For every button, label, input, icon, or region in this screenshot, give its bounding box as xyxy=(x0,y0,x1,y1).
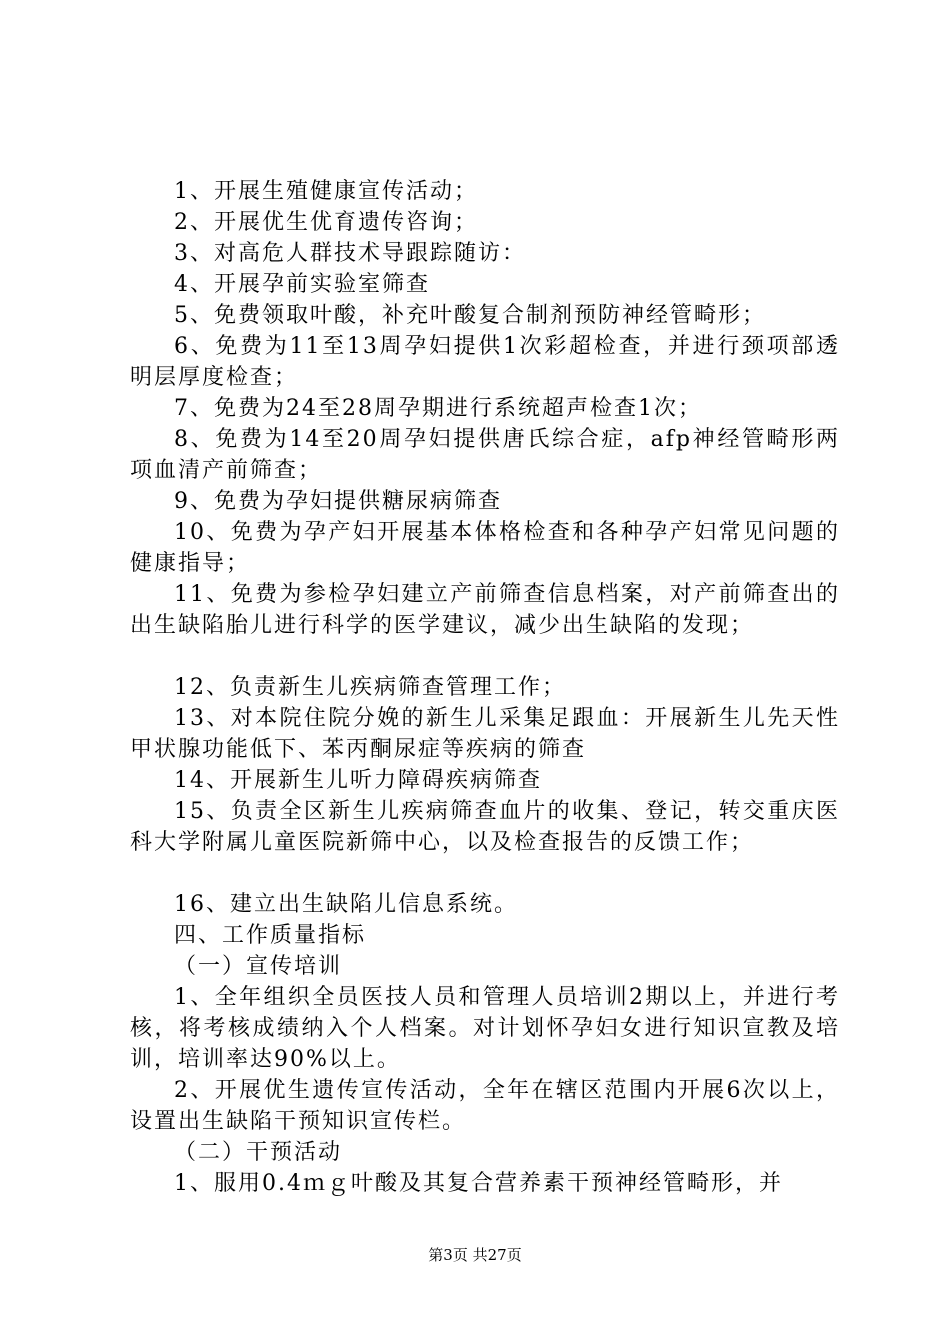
paragraph-1: 1、开展生殖健康宣传活动； xyxy=(174,179,478,204)
paragraph-16: 16、建立出生缺陷儿信息系统。 xyxy=(174,892,518,917)
training-item-2: 2、开展优生遗传宣传活动，全年在辖区范围内开展6次以上，设置出生缺陷干预知识宣传栏。 xyxy=(130,1078,840,1134)
paragraph-8: 8、免费为14至20周孕妇提供唐氏综合症，afp神经管畸形两项血清产前筛查； xyxy=(130,427,840,483)
paragraph-9: 9、免费为孕妇提供糖尿病筛查 xyxy=(174,489,502,514)
paragraph-2: 2、开展优生优育遗传咨询； xyxy=(174,210,478,235)
paragraph-5: 5、免费领取叶酸，补充叶酸复合制剂预防神经管畸形； xyxy=(174,303,766,328)
page-footer: 第3页 共27页 xyxy=(428,1246,522,1264)
subheading-training: （一）宣传培训 xyxy=(174,954,343,979)
training-item-1: 1、全年组织全员医技人员和管理人员培训2期以上，并进行考核，将考核成绩纳入个人档案。对计划怀孕妇女进行知识宣教及培训，培训率达90%以上。 xyxy=(130,985,840,1072)
paragraph-12: 12、负责新生儿疾病筛查管理工作； xyxy=(174,675,566,700)
paragraph-3: 3、对高危人群技术导跟踪随访： xyxy=(174,241,526,266)
paragraph-6: 6、免费为11至13周孕妇提供1次彩超检查，并进行颈项部透明层厚度检查； xyxy=(130,334,840,390)
section-heading-quality: 四、工作质量指标 xyxy=(174,923,367,948)
paragraph-13: 13、对本院住院分娩的新生儿采集足跟血：开展新生儿先天性甲状腺功能低下、苯丙酮尿症等疾病的筛查 xyxy=(130,706,840,762)
paragraph-7: 7、免费为24至28周孕期进行系统超声检查1次； xyxy=(174,396,702,421)
paragraph-15: 15、负责全区新生儿疾病筛查血片的收集、登记，转交重庆医科大学附属儿童医院新筛中心，以及检查报告的反馈工作； xyxy=(130,799,840,855)
paragraph-10: 10、免费为孕产妇开展基本体格检查和各种孕产妇常见问题的健康指导； xyxy=(130,520,840,576)
paragraph-4: 4、开展孕前实验室筛查 xyxy=(174,272,430,297)
paragraph-11: 11、免费为参检孕妇建立产前筛查信息档案，对产前筛查出的出生缺陷胎儿进行科学的医学建议，减少出生缺陷的发现； xyxy=(130,582,840,638)
paragraph-14: 14、开展新生儿听力障碍疾病筛查 xyxy=(174,768,542,793)
intervention-item-1: 1、服用0.4ｍｇ叶酸及其复合营养素干预神经管畸形，并 xyxy=(174,1171,783,1196)
subheading-intervention: （二）干预活动 xyxy=(174,1140,343,1165)
document-body xyxy=(130,176,840,1199)
